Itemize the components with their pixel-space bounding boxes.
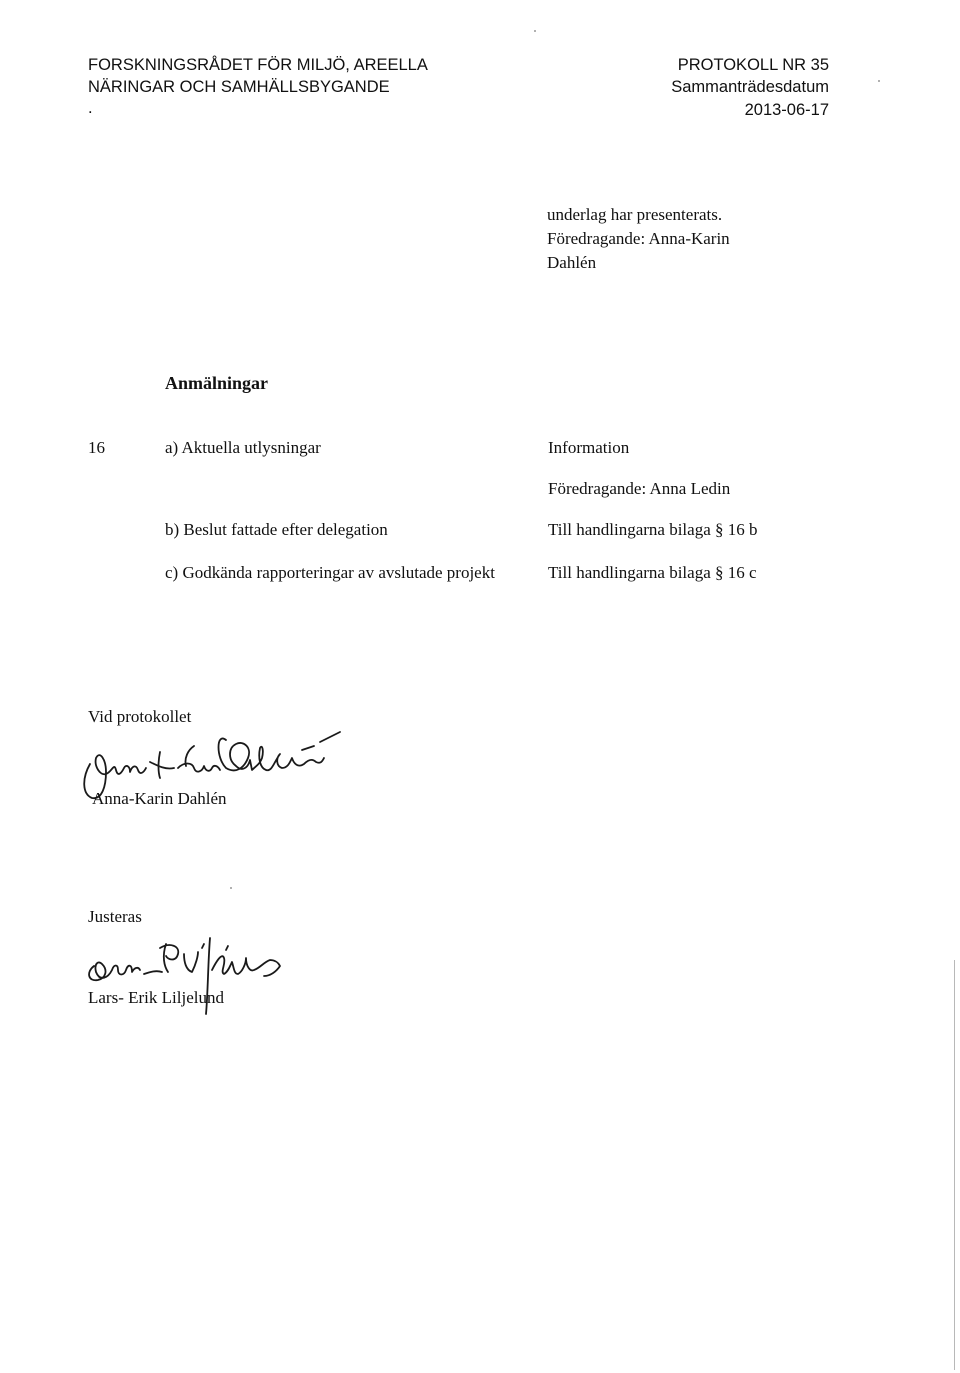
header-bullet: . [88, 99, 93, 117]
paragraph-number: 16 [88, 438, 105, 457]
organization-name-line2: NÄRINGAR OCH SAMHÄLLSBYGANDE [88, 78, 390, 96]
meeting-date-label: Sammanträdesdatum [671, 78, 829, 96]
organization-name-line1: FORSKNINGSRÅDET FÖR MILJÖ, AREELLA [88, 56, 428, 74]
carryover-line-3: Dahlén [547, 253, 597, 272]
item-label-b: b) Beslut fattade efter delegation [165, 520, 388, 539]
carryover-line-1: underlag har presenterats. [547, 205, 723, 224]
item-label-c: c) Godkända rapporteringar av avslutade projekt [165, 563, 495, 582]
item-decision-b: Till handlingarna bilaga § 16 b [548, 520, 758, 539]
item-label-a: a) Aktuella utlysningar [165, 438, 321, 457]
recorder-name: Anna-Karin Dahlén [92, 789, 227, 808]
scan-edge-line [954, 960, 955, 1370]
scan-speck [230, 887, 232, 889]
adjuster-signature-image [84, 932, 294, 1022]
item-presenter-a: Föredragande: Anna Ledin [548, 479, 731, 498]
adjuster-name: Lars- Erik Liljelund [88, 988, 224, 1007]
item-decision-c: Till handlingarna bilaga § 16 c [548, 563, 757, 582]
carryover-line-2: Föredragande: Anna-Karin [547, 229, 730, 248]
meeting-date-value: 2013-06-17 [744, 101, 829, 119]
recorder-label: Vid protokollet [88, 707, 192, 726]
adjuster-label: Justeras [88, 907, 142, 926]
section-heading: Anmälningar [165, 373, 269, 393]
item-decision-a: Information [548, 438, 630, 457]
scan-speck [878, 80, 880, 82]
scan-speck [534, 30, 536, 32]
protocol-title: PROTOKOLL NR 35 [677, 56, 829, 74]
